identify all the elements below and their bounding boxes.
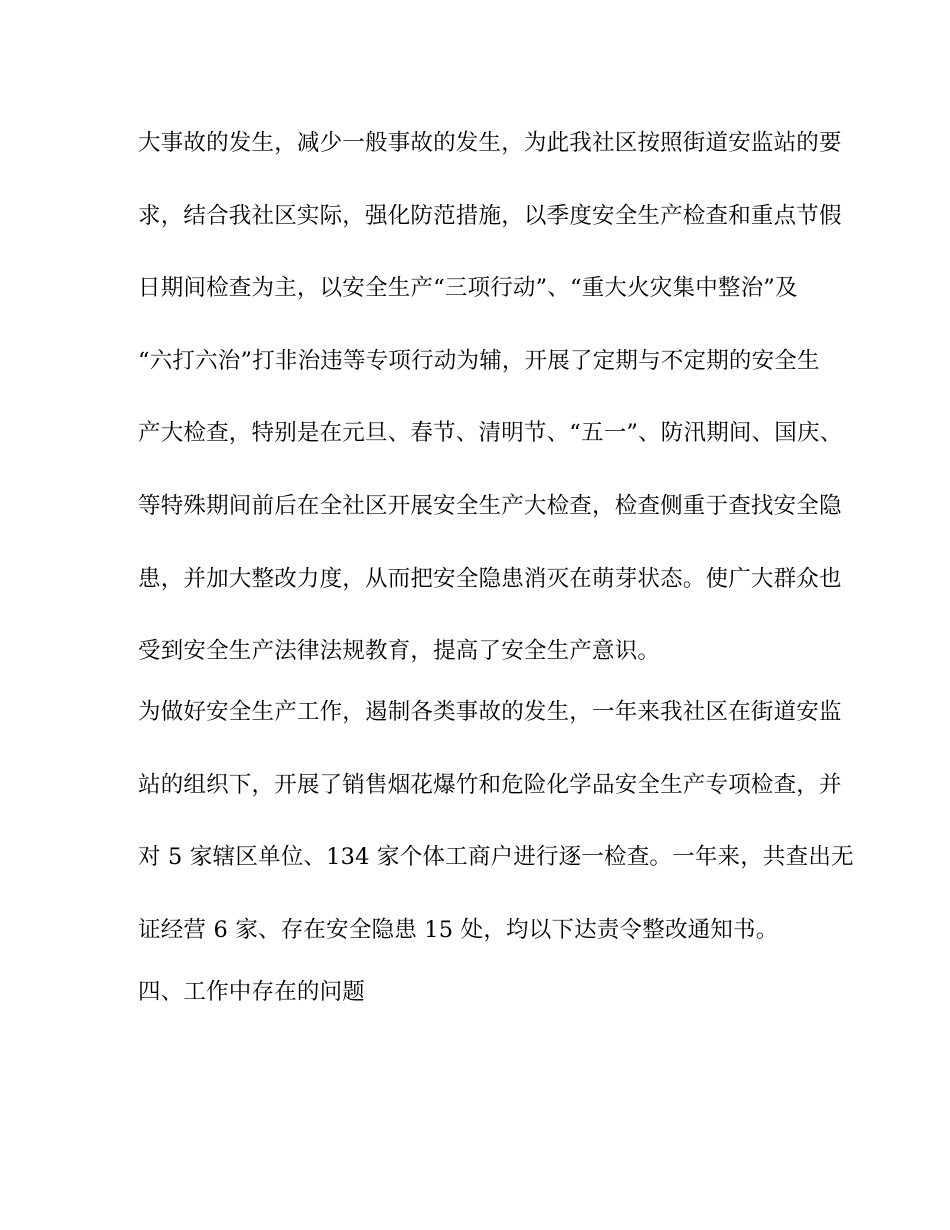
paragraph-1-line-4: “六打六治”打非治违等专项行动为辅，开展了定期与不定期的安全生 <box>138 348 820 374</box>
paragraph-1-line-5: 产大检查，特别是在元旦、春节、清明节、“五一”、防汛期间、国庆、 <box>138 420 843 446</box>
paragraph-2-line-3: 对 5 家辖区单位、134 家个体工商户进行逐一检查。一年来，共查出无 <box>138 844 854 870</box>
paragraph-1-line-2: 求，结合我社区实际，强化防范措施，以季度安全生产检查和重点节假 <box>138 203 842 229</box>
paragraph-2-line-2: 站的组织下，开展了销售烟花爆竹和危险化学品安全生产专项检查，并 <box>138 772 842 798</box>
paragraph-2-line-4: 证经营 6 家、存在安全隐患 15 处，均以下达责令整改通知书。 <box>138 917 779 943</box>
paragraph-1-line-8: 受到安全生产法律法规教育，提高了安全生产意识。 <box>138 638 661 664</box>
paragraph-1-line-3: 日期间检查为主，以安全生产“三项行动”、“重大火灾集中整治”及 <box>138 275 798 301</box>
paragraph-1-line-7: 患，并加大整改力度，从而把安全隐患消灭在萌芽状态。使广大群众也 <box>138 566 842 592</box>
section-heading: 四、工作中存在的问题 <box>138 979 366 1005</box>
paragraph-2-line-1: 为做好安全生产工作，遏制各类事故的发生，一年来我社区在街道安监 <box>138 699 842 725</box>
paragraph-1-line-6: 等特殊期间前后在全社区开展安全生产大检查，检查侧重于查找安全隐 <box>138 493 842 519</box>
paragraph-1-line-1: 大事故的发生，减少一般事故的发生，为此我社区按照街道安监站的要 <box>138 130 842 156</box>
